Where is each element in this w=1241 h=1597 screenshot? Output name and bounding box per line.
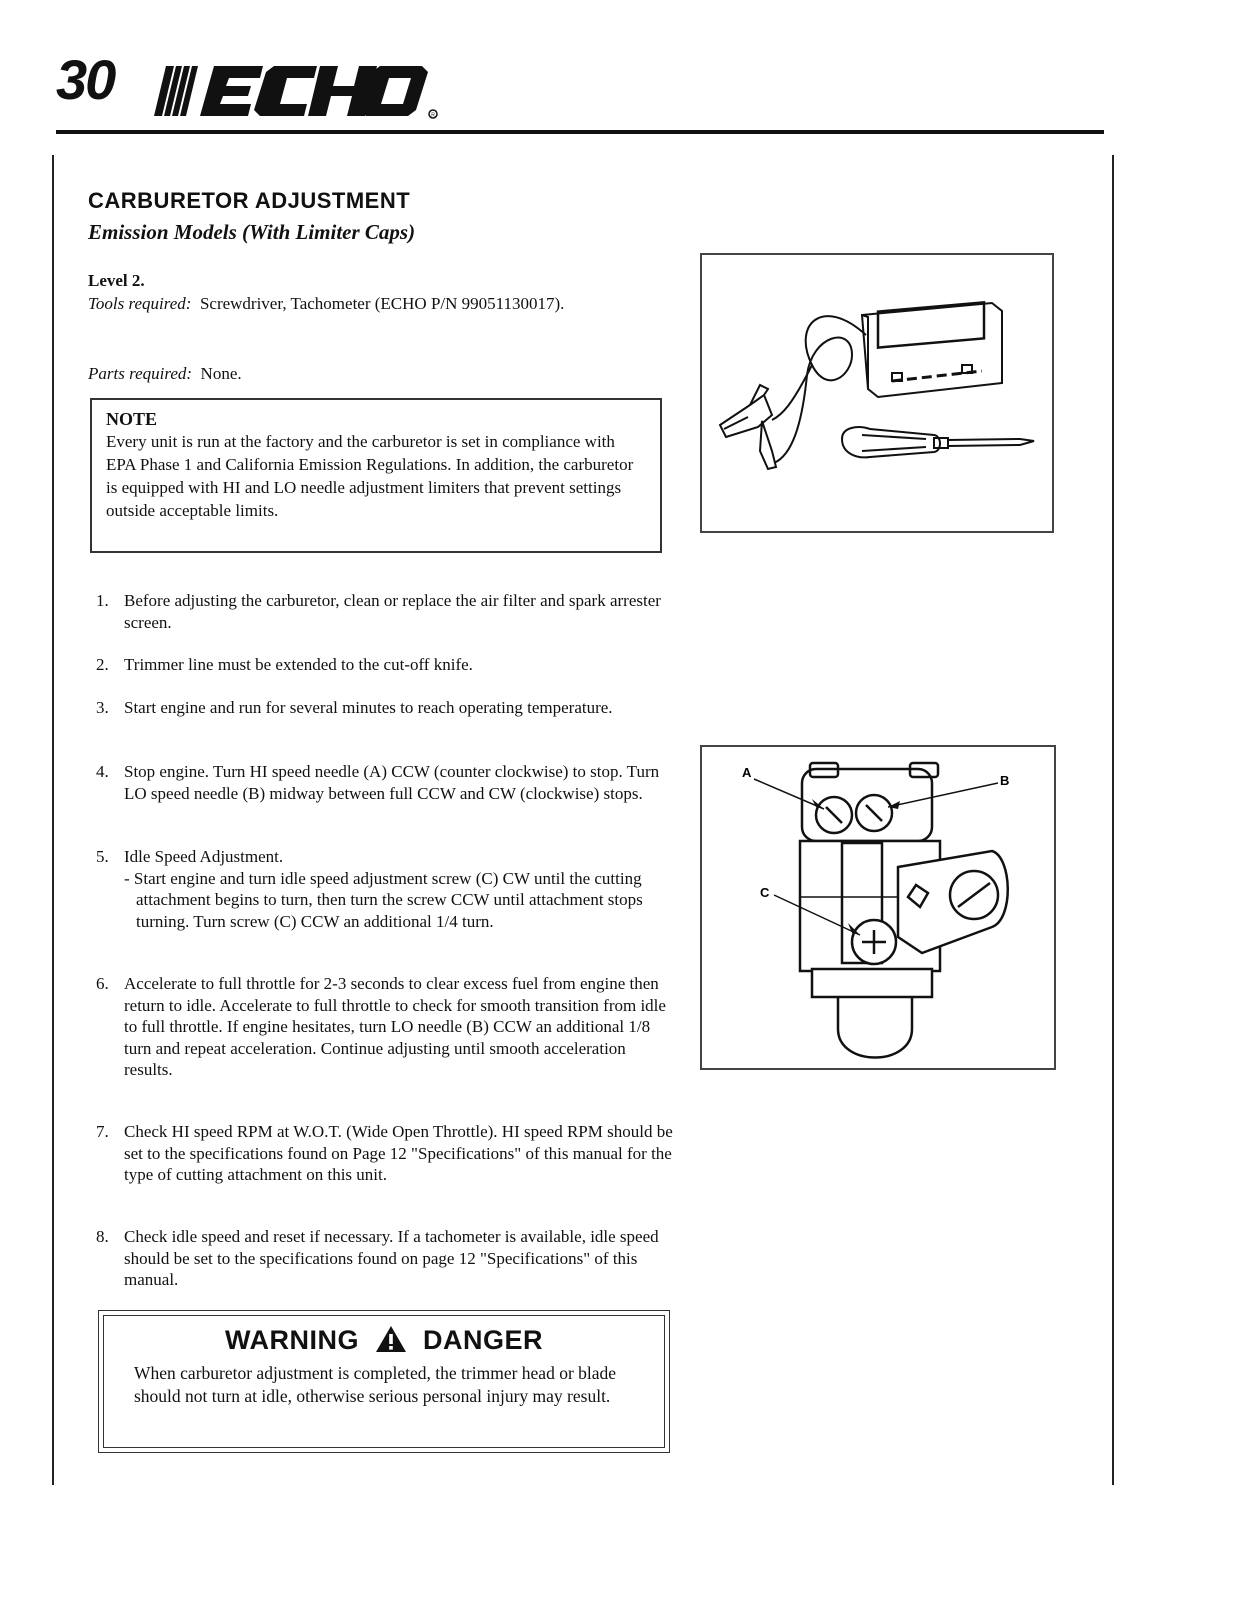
step-2 xyxy=(96,654,676,676)
echo-logo xyxy=(148,58,448,120)
danger-label: DANGER xyxy=(423,1325,544,1355)
step-text: Trimmer line must be extended to the cut-off knife. xyxy=(124,655,473,674)
callout-b: B xyxy=(1000,773,1010,788)
step-text: Check HI speed RPM at W.O.T. (Wide Open Throttle). HI speed RPM should be set to the specifications found on Page 12 "Specifications" of this manual for the type of cutting attachment on this unit. xyxy=(124,1122,673,1184)
step-text xyxy=(124,846,676,932)
note-title: NOTE xyxy=(106,409,158,429)
step-number: 5. xyxy=(96,847,109,866)
step-number: 4. xyxy=(96,762,109,781)
warning-inner-frame xyxy=(103,1315,665,1448)
step-8 xyxy=(96,1226,676,1291)
step-5 xyxy=(96,846,676,932)
svg-text:R: R xyxy=(431,112,435,119)
step-text: Check idle speed and reset if necessary. If a tachometer is available, idle speed should be set to the specifications found on page 12 "Specifications" of this manual. xyxy=(124,1227,659,1289)
warning-body: When carburetor adjustment is completed, the trimmer head or blade should not turn at idle, otherwise serious personal injury may result. xyxy=(134,1363,617,1406)
tools-required-label: Tools required: xyxy=(88,294,192,313)
step-text: Before adjusting the carburetor, clean or replace the air filter and spark arrester screen. xyxy=(124,591,661,632)
tools-illustration xyxy=(700,253,1054,533)
parts-required-value: None. xyxy=(200,364,242,383)
step-4 xyxy=(96,761,676,804)
warning-triangle-icon xyxy=(375,1325,407,1353)
tachometer-screwdriver-drawing xyxy=(702,255,1052,531)
parts-required-label: Parts required: xyxy=(88,364,193,383)
header-rule xyxy=(56,130,1104,134)
carburetor-drawing xyxy=(702,747,1054,1068)
step-number: 2. xyxy=(96,655,109,674)
step-1 xyxy=(96,590,676,633)
right-margin-line xyxy=(1112,155,1114,1485)
note-body: Every unit is run at the factory and the carburetor is set in compliance with EPA Phase 1 and California Emission Regulations. In addition, the carburetor is equipped with HI and LO needle adjustment limiters that prevent settings outside acceptable limits. xyxy=(106,432,634,520)
callout-c: C xyxy=(760,885,770,900)
step-number: 8. xyxy=(96,1227,109,1246)
warning-box xyxy=(98,1310,670,1453)
tools-required xyxy=(88,293,648,315)
warning-label: WARNING xyxy=(224,1325,359,1355)
callout-a: A xyxy=(742,765,752,780)
step-number: 7. xyxy=(96,1122,109,1141)
step-text: Accelerate to full throttle for 2-3 seconds to clear excess fuel from engine then return to idle. Accelerate to full throttle to check for smooth transition from idle to full throttle. If engine hesitates, turn LO needle (B) CCW an additional 1/8 turn and repeat acceleration. Continue adjusting until smooth acceleration results. xyxy=(124,974,666,1079)
section-title: CARBURETOR ADJUSTMENT xyxy=(88,188,411,213)
step-number: 1. xyxy=(96,591,109,610)
step-number: 3. xyxy=(96,698,109,717)
step-6 xyxy=(96,973,676,1081)
section-subtitle: Emission Models (With Limiter Caps) xyxy=(88,220,416,244)
step-3 xyxy=(96,697,676,719)
step-heading: Idle Speed Adjustment. xyxy=(124,847,284,866)
tools-required-value: Screwdriver, Tachometer (ECHO P/N 99051130017). xyxy=(199,294,565,313)
step-text: Start engine and run for several minutes to reach operating temperature. xyxy=(124,698,613,717)
step-number: 6. xyxy=(96,974,109,993)
step-text: Stop engine. Turn HI speed needle (A) CCW (counter clockwise) to stop. Turn LO speed needle (B) midway between full CCW and CW (clockwise) stops. xyxy=(124,762,660,803)
page-number: 30 xyxy=(56,48,115,111)
left-margin-line xyxy=(52,155,54,1485)
level-label: Level 2. xyxy=(88,271,145,290)
step-subtext: - Start engine and turn idle speed adjustment screw (C) CW until the cutting attachment begins to turn, then turn the screw CCW until attachment stops turning. Turn screw (C) CCW an additional 1/4 turn. xyxy=(124,868,643,931)
parts-required xyxy=(88,363,242,385)
step-7 xyxy=(96,1121,676,1186)
note-box xyxy=(90,398,662,553)
warning-title xyxy=(128,1322,640,1358)
carburetor-illustration xyxy=(700,745,1056,1070)
